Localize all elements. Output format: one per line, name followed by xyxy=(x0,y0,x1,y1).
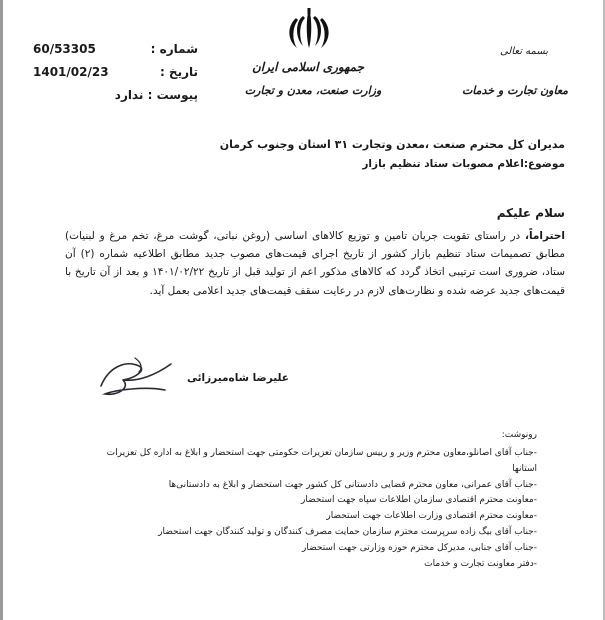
copies-list xyxy=(97,446,537,572)
copy-item: -جناب آقای جنابی، مدیرکل محترم حوزه وزارتی جهت استحضار xyxy=(302,542,537,553)
copy-item: -معاونت محترم اقتصادی سازمان اطلاعات سپاه جهت استحضار xyxy=(300,495,537,506)
date-value: 1401/02/23 xyxy=(33,65,109,79)
copy-item: -جناب آقای بیگ زاده سرپرست محترم سازمان حمایت مصرف کنندگان و تولید کنندگان جهت استحضار xyxy=(158,526,537,537)
number-value: 60/53305 xyxy=(33,42,96,56)
subject-line: موضوع:اعلام مصوبات ستاد تنظیم بازار xyxy=(362,158,565,170)
date-row xyxy=(33,65,198,81)
iran-emblem-icon xyxy=(285,8,333,54)
signer-name: علیرضا شاه‌میرزائی xyxy=(186,372,289,384)
body-text: در راستای تقویت جریان تامین و توزیع کالاهای اساسی (روغن نباتی، گوشت مرغ، تخم مرغ و لبنیات) مطابق تصمیمات ستاد تنظیم بازار کشور از تاریخ اجرای قیمت‌های مصوب جدید مطابق اطلاعیه شماره (۲) آن ستاد، ضروری است ترتیبی اتخاذ گردد که کالاهای مذکور اعم از تولید قبل از تاریخ ۱۴۰۱/۰۲/۲۲ و بعد از آن تاریخ با قیمت‌های جدید عرضه شده و نظارت‌های لازم در رعایت سقف قیمت‌های جدید اعلامی بعمل آید. xyxy=(65,230,566,297)
signature-image xyxy=(95,356,177,398)
copy-item: -دفتر معاونت تجارت و خدمات xyxy=(424,558,537,569)
government-title: جمهوری اسلامی ایران xyxy=(251,60,365,74)
number-label: شماره : xyxy=(150,42,198,56)
recipients-line: مدیران کل محترم صنعت ،معدن وتجارت ۳۱ استان وجنوب کرمان xyxy=(219,138,565,151)
date-label: تاریخ : xyxy=(159,65,198,79)
copy-item: -معاونت محترم اقتصادی وزارت اطلاعات جهت استحضار xyxy=(326,511,537,522)
letter-body xyxy=(65,227,565,300)
copy-item: -جناب آقای اصانلو،معاون محترم وزیر و رییس سازمان تعزیرات حکومتی جهت استحضار و ابلاغ به اداره کل تعزیرات استانها xyxy=(106,448,537,474)
attachment-row xyxy=(33,88,198,104)
respect-word: احتراماً، xyxy=(524,230,565,242)
copies-title: رونوشت: xyxy=(501,430,537,440)
copy-item: -جناب آقای عمرانی، معاون محترم قضایی دادستانی کل کشور جهت استحضار و ابلاغ به دادستانی‌ها xyxy=(168,479,537,490)
ministry-title: وزارت صنعت، معدن و تجارت xyxy=(244,84,382,97)
attachment-label: پیوست : ندارد xyxy=(114,88,198,102)
greeting: سلام علیکم xyxy=(496,206,565,220)
bismillah-text: بسمه تعالی xyxy=(499,46,549,57)
number-row xyxy=(33,42,198,58)
deputy-title: معاون تجارت و خدمات xyxy=(461,84,569,97)
